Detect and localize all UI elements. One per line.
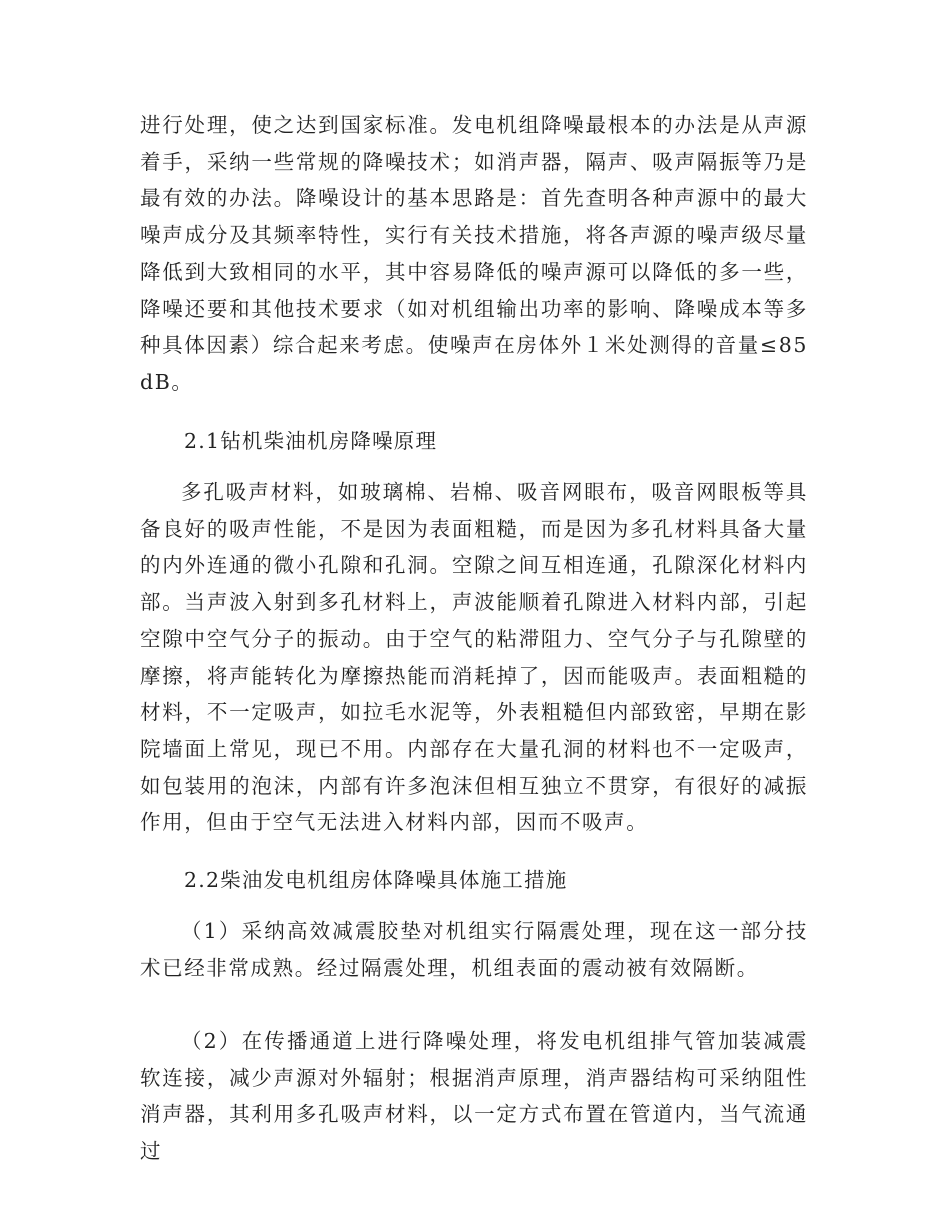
section-heading-2-2: 2.2柴油发电机组房体降噪具体施工措施 [184,868,568,892]
section-2-1-paragraph: 多孔吸声材料，如玻璃棉、岩棉、吸音网眼布，吸音网眼板等具备良好的吸声性能，不是因为表面粗糙，而是因为多孔材料具备大量的内外连通的微小孔隙和孔洞。空隙之间互相连通，孔隙深化材料内部。当声波入射到多孔材料上，声波能顺着孔隙进入材料内部，引起空隙中空气分子的振动。由于空气的粘滞阻力、空气分子与孔隙壁的摩擦，将声能转化为摩擦热能而消耗掉了，因而能吸声。表面粗糙的材料，不一定吸声，如拉毛水泥等，外表粗糙但内部致密，早期在影院墙面上常见，现已不用。内部存在大量孔洞的材料也不一定吸声，如包装用的泡沫，内部有许多泡沫但相互独立不贯穿，有很好的减振作用，但由于空气无法进入材料内部，因而不吸声。 [140,480,808,835]
measure-item-2: （2）在传播通道上进行降噪处理，将发电机组排气管加装减震软连接，减少声源对外辐射；根据消声原理，消声器结构可采纳阻性消声器，其利用多孔吸声材料，以一定方式布置在管道内，当气流通过 [140,1029,808,1164]
measure-item-1: （1）采纳高效减震胶垫对机组实行隔震处理，现在这一部分技术已经非常成熟。经过隔震处理，机组表面的震动被有效隔断。 [140,919,808,980]
section-heading-2-1: 2.1钻机柴油机房降噪原理 [184,429,438,453]
intro-paragraph: 进行处理，使之达到国家标准。发电机组降噪最根本的办法是从声源着手，采纳一些常规的降噪技术；如消声器，隔声、吸声隔振等乃是最有效的办法。降噪设计的基本思路是：首先查明各种声源中的最大噪声成分及其频率特性，实行有关技术措施，将各声源的噪声级尽量降低到大致相同的水平，其中容易降低的噪声源可以降低的多一些，降噪还要和其他技术要求（如对机组输出功率的影响、降噪成本等多种具体因素）综合起来考虑。使噪声在房体外１米处测得的音量≤85dB。 [140,113,808,394]
